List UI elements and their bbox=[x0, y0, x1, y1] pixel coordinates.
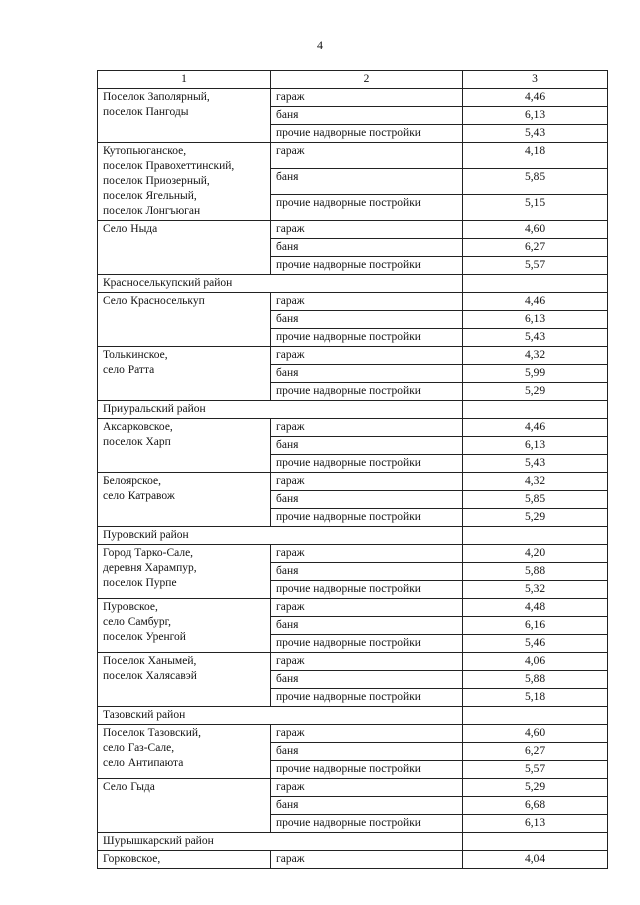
region-name: Шурышкарский район bbox=[98, 833, 463, 851]
coefficient-value: 4,46 bbox=[463, 293, 608, 311]
settlement-name-line: село Катравож bbox=[103, 490, 175, 502]
building-type: прочие надворные постройки bbox=[271, 761, 463, 779]
header-col-1: 1 bbox=[98, 71, 271, 89]
building-type: прочие надворные постройки bbox=[271, 689, 463, 707]
building-type: гараж bbox=[271, 725, 463, 743]
table-row bbox=[98, 473, 608, 491]
settlement-name-line: поселок Приозерный, bbox=[103, 175, 210, 187]
building-type: гараж bbox=[271, 89, 463, 107]
coefficient-value: 5,18 bbox=[463, 689, 608, 707]
building-type: баня bbox=[271, 107, 463, 125]
page-number: 4 bbox=[317, 38, 323, 52]
building-type: гараж bbox=[271, 599, 463, 617]
building-type: баня bbox=[271, 311, 463, 329]
coefficient-value: 6,13 bbox=[463, 815, 608, 833]
coefficient-value: 4,60 bbox=[463, 725, 608, 743]
building-type: гараж bbox=[271, 347, 463, 365]
rates-table bbox=[97, 70, 608, 869]
coefficient-value: 4,48 bbox=[463, 599, 608, 617]
header-col-3: 3 bbox=[463, 71, 608, 89]
building-type: гараж bbox=[271, 779, 463, 797]
building-type: гараж bbox=[271, 221, 463, 239]
region-empty-cell bbox=[463, 401, 608, 419]
coefficient-value: 5,85 bbox=[463, 169, 608, 195]
building-type: прочие надворные постройки bbox=[271, 329, 463, 347]
coefficient-value: 4,32 bbox=[463, 473, 608, 491]
settlement-name-line: поселок Правохеттинский, bbox=[103, 160, 235, 172]
building-type: прочие надворные постройки bbox=[271, 125, 463, 143]
building-type: баня bbox=[271, 169, 463, 195]
settlement-name-line: Пуровское, bbox=[103, 601, 158, 613]
coefficient-value: 4,60 bbox=[463, 221, 608, 239]
settlement-name-line: село Газ-Сале, bbox=[103, 742, 175, 754]
coefficient-value: 5,29 bbox=[463, 383, 608, 401]
settlement-cell bbox=[98, 143, 271, 221]
region-name: Пуровский район bbox=[98, 527, 463, 545]
settlement-name-line: Город Тарко-Сале, bbox=[103, 547, 194, 559]
building-type: гараж bbox=[271, 473, 463, 491]
building-type: гараж bbox=[271, 143, 463, 169]
settlement-name-line: Село Гыда bbox=[103, 781, 155, 793]
table-row bbox=[98, 599, 608, 617]
building-type: баня bbox=[271, 671, 463, 689]
table-row bbox=[98, 779, 608, 797]
coefficient-value: 4,04 bbox=[463, 851, 608, 869]
coefficient-value: 6,27 bbox=[463, 239, 608, 257]
coefficient-value: 4,18 bbox=[463, 143, 608, 169]
settlement-name-line: село Антипаюта bbox=[103, 757, 184, 769]
coefficient-value: 4,46 bbox=[463, 89, 608, 107]
region-name: Тазовский район bbox=[98, 707, 463, 725]
settlement-name-line: село Самбург, bbox=[103, 616, 171, 628]
settlement-name-line: село Ратта bbox=[103, 364, 155, 376]
coefficient-value: 5,85 bbox=[463, 491, 608, 509]
region-row bbox=[98, 401, 608, 419]
settlement-name-line: поселок Лонгъюган bbox=[103, 205, 201, 217]
settlement-name-line: Горковское, bbox=[103, 853, 161, 865]
table-row bbox=[98, 545, 608, 563]
coefficient-value: 6,13 bbox=[463, 437, 608, 455]
building-type: прочие надворные постройки bbox=[271, 455, 463, 473]
settlement-name-line: поселок Халясавэй bbox=[103, 670, 197, 682]
table-row bbox=[98, 293, 608, 311]
building-type: гараж bbox=[271, 545, 463, 563]
settlement-name-line: поселок Харп bbox=[103, 436, 171, 448]
building-type: баня bbox=[271, 491, 463, 509]
settlement-cell bbox=[98, 473, 271, 527]
coefficient-value: 5,32 bbox=[463, 581, 608, 599]
coefficient-value: 5,57 bbox=[463, 257, 608, 275]
settlement-name-line: Поселок Заполярный, bbox=[103, 91, 210, 103]
settlement-name-line: Белоярское, bbox=[103, 475, 161, 487]
coefficient-value: 6,13 bbox=[463, 107, 608, 125]
settlement-name-line: поселок Уренгой bbox=[103, 631, 186, 643]
building-type: баня bbox=[271, 437, 463, 455]
settlement-name-line: Аксарковское, bbox=[103, 421, 173, 433]
coefficient-value: 5,46 bbox=[463, 635, 608, 653]
building-type: прочие надворные постройки bbox=[271, 195, 463, 221]
coefficient-value: 5,88 bbox=[463, 671, 608, 689]
region-empty-cell bbox=[463, 275, 608, 293]
coefficient-value: 6,68 bbox=[463, 797, 608, 815]
settlement-cell bbox=[98, 545, 271, 599]
building-type: прочие надворные постройки bbox=[271, 815, 463, 833]
header-row bbox=[98, 71, 608, 89]
building-type: гараж bbox=[271, 653, 463, 671]
building-type: прочие надворные постройки bbox=[271, 257, 463, 275]
region-row bbox=[98, 833, 608, 851]
settlement-name-line: поселок Пангоды bbox=[103, 106, 189, 118]
coefficient-value: 5,57 bbox=[463, 761, 608, 779]
region-row bbox=[98, 527, 608, 545]
settlement-cell bbox=[98, 779, 271, 833]
building-type: гараж bbox=[271, 419, 463, 437]
settlement-name-line: деревня Харампур, bbox=[103, 562, 197, 574]
table-row bbox=[98, 89, 608, 107]
table-row bbox=[98, 851, 608, 869]
coefficient-value: 5,99 bbox=[463, 365, 608, 383]
coefficient-value: 5,29 bbox=[463, 509, 608, 527]
region-name: Приуральский район bbox=[98, 401, 463, 419]
coefficient-value: 5,88 bbox=[463, 563, 608, 581]
region-empty-cell bbox=[463, 527, 608, 545]
coefficient-value: 5,29 bbox=[463, 779, 608, 797]
region-name: Красноселькупский район bbox=[98, 275, 463, 293]
table-row bbox=[98, 653, 608, 671]
region-empty-cell bbox=[463, 833, 608, 851]
coefficient-value: 4,06 bbox=[463, 653, 608, 671]
coefficient-value: 5,43 bbox=[463, 455, 608, 473]
table-row bbox=[98, 419, 608, 437]
settlement-cell bbox=[98, 221, 271, 275]
region-row bbox=[98, 275, 608, 293]
settlement-name-line: Поселок Тазовский, bbox=[103, 727, 201, 739]
settlement-cell bbox=[98, 725, 271, 779]
coefficient-value: 5,43 bbox=[463, 125, 608, 143]
settlement-name-line: Поселок Ханымей, bbox=[103, 655, 197, 667]
building-type: баня bbox=[271, 797, 463, 815]
region-empty-cell bbox=[463, 707, 608, 725]
settlement-name-line: Толькинское, bbox=[103, 349, 168, 361]
settlement-cell bbox=[98, 293, 271, 347]
header-col-2: 2 bbox=[271, 71, 463, 89]
settlement-cell bbox=[98, 419, 271, 473]
building-type: баня bbox=[271, 239, 463, 257]
table-row bbox=[98, 347, 608, 365]
building-type: баня bbox=[271, 365, 463, 383]
settlement-name-line: поселок Ягельный, bbox=[103, 190, 197, 202]
settlement-cell bbox=[98, 599, 271, 653]
table-row bbox=[98, 725, 608, 743]
coefficient-value: 4,20 bbox=[463, 545, 608, 563]
building-type: прочие надворные постройки bbox=[271, 581, 463, 599]
building-type: прочие надворные постройки bbox=[271, 383, 463, 401]
settlement-cell bbox=[98, 653, 271, 707]
building-type: баня bbox=[271, 743, 463, 761]
building-type: гараж bbox=[271, 293, 463, 311]
settlement-cell bbox=[98, 89, 271, 143]
settlement-name-line: Село Ныда bbox=[103, 223, 158, 235]
coefficient-value: 5,15 bbox=[463, 195, 608, 221]
settlement-cell bbox=[98, 851, 271, 869]
building-type: прочие надворные постройки bbox=[271, 509, 463, 527]
settlement-cell bbox=[98, 347, 271, 401]
coefficient-value: 6,16 bbox=[463, 617, 608, 635]
coefficient-value: 6,27 bbox=[463, 743, 608, 761]
building-type: гараж bbox=[271, 851, 463, 869]
settlement-name-line: поселок Пурпе bbox=[103, 577, 177, 589]
region-row bbox=[98, 707, 608, 725]
building-type: баня bbox=[271, 617, 463, 635]
settlement-name-line: Село Красноселькуп bbox=[103, 295, 205, 307]
table-row bbox=[98, 143, 608, 169]
table-row bbox=[98, 221, 608, 239]
coefficient-value: 5,43 bbox=[463, 329, 608, 347]
coefficient-value: 6,13 bbox=[463, 311, 608, 329]
settlement-name-line: Кутопьюганское, bbox=[103, 145, 187, 157]
building-type: прочие надворные постройки bbox=[271, 635, 463, 653]
coefficient-value: 4,46 bbox=[463, 419, 608, 437]
coefficient-value: 4,32 bbox=[463, 347, 608, 365]
building-type: баня bbox=[271, 563, 463, 581]
